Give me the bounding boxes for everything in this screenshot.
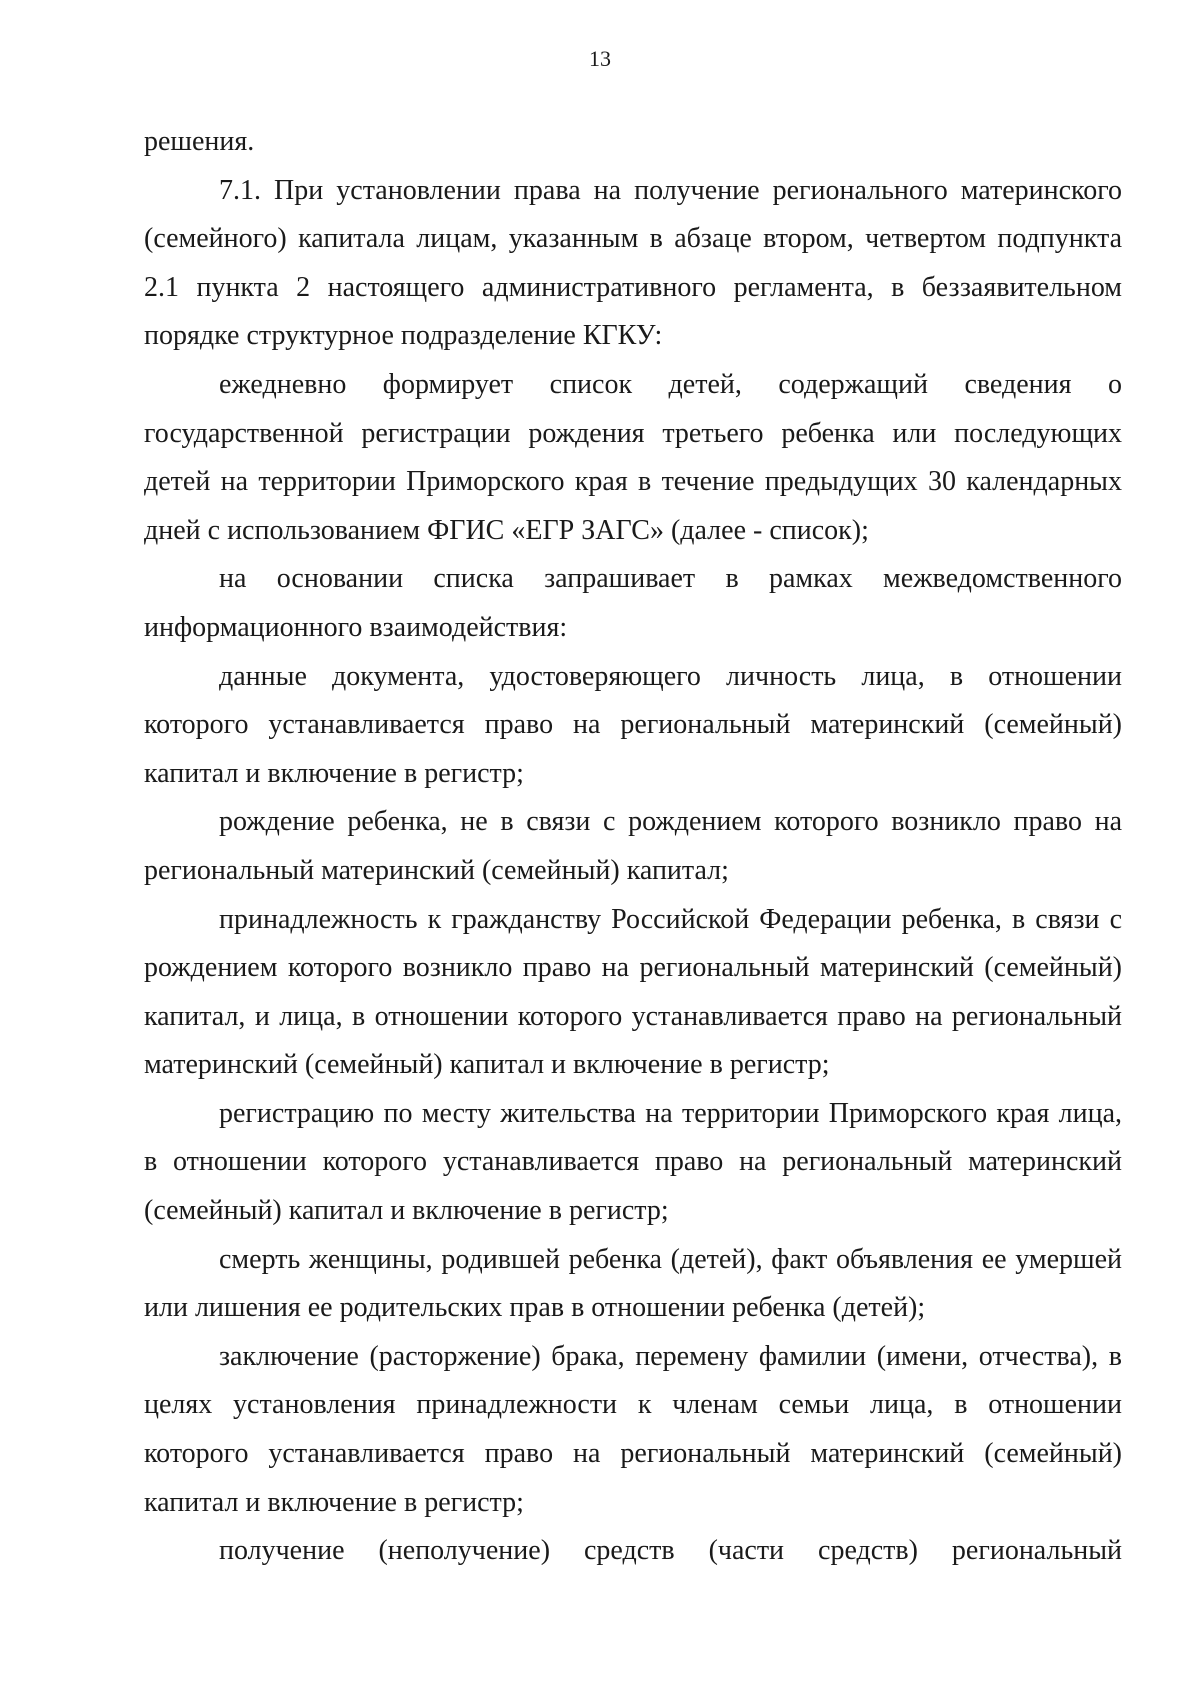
paragraph-funds: получение (неполучение) средств (части средств) региональный bbox=[219, 1535, 1122, 1567]
paragraph-citizenship: принадлежность к гражданству Российской Федерации ребенка, в связи с рождением которого возникло право на региональный материнский (семейный) капитал, и лица, в отношении которого устанавливается право на региональный материнский (семейный) капитал и включение в регистр; bbox=[144, 903, 1122, 1081]
paragraph-death: смерть женщины, родившей ребенка (детей), факт объявления ее умершей или лишения ее родительских прав в отношении ребенка (детей); bbox=[144, 1243, 1122, 1324]
paragraph-daily-list: ежедневно формирует список детей, содержащий сведения о государственной регистрации рождения третьего ребенка или последующих детей на территории Приморского края в течение предыдущих 30 календарных дней с использованием ФГИС «ЕГР ЗАГС» (далее - список); bbox=[144, 368, 1122, 546]
paragraph-registration: регистрацию по месту жительства на территории Приморского края лица, в отношении которого устанавливается право на региональный материнский (семейный) капитал и включение в регистр; bbox=[144, 1097, 1122, 1227]
document-body bbox=[144, 118, 1122, 1576]
paragraph-child-birth: рождение ребенка, не в связи с рождением которого возникло право на региональный материнский (семейный) капитал; bbox=[144, 806, 1122, 886]
page-number: 13 bbox=[589, 46, 611, 71]
paragraph-7-1: 7.1. При установлении права на получение регионального материнского (семейного) капитала лицам, указанным в абзаце втором, четвертом подпункта 2.1 пункта 2 настоящего административного регламента, в беззаявительном порядке структурное подразделение КГКУ: bbox=[144, 174, 1122, 352]
paragraph-interagency-request: на основании списка запрашивает в рамках межведомственного информационного взаимодействия: bbox=[144, 563, 1122, 643]
paragraph-continuation: решения. bbox=[144, 126, 255, 157]
paragraph-identity-document: данные документа, удостоверяющего личность лица, в отношении которого устанавливается право на региональный материнский (семейный) капитал и включение в регистр; bbox=[144, 660, 1122, 789]
paragraph-marriage: заключение (расторжение) брака, перемену фамилии (имени, отчества), в целях установления принадлежности к членам семьи лица, в отношении которого устанавливается право на региональный материнский (семейный) капитал и включение в регистр; bbox=[144, 1340, 1122, 1518]
